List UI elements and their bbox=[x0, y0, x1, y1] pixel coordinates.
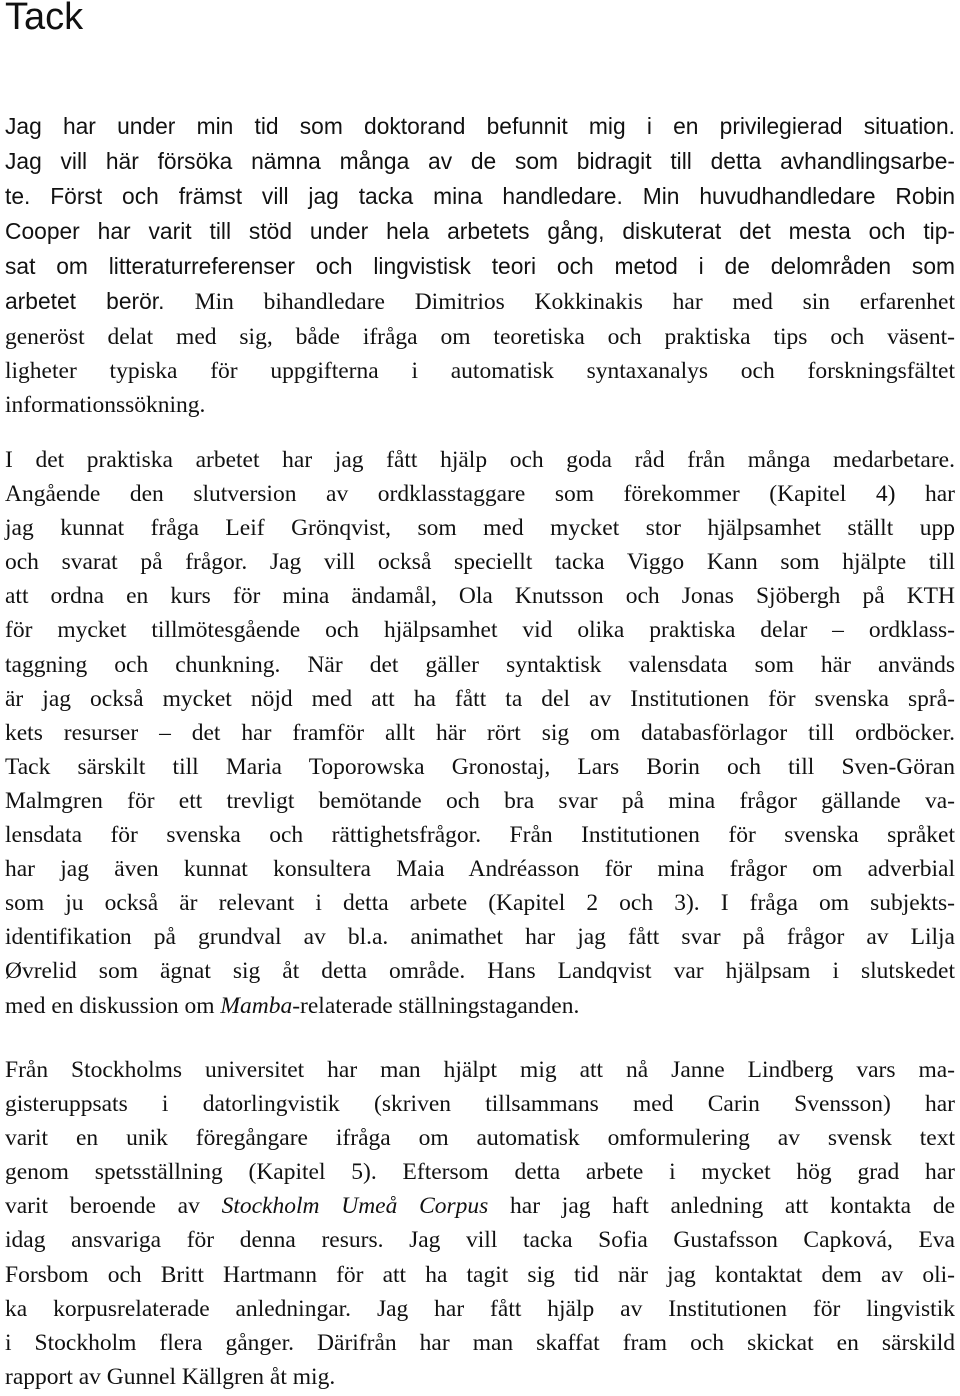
text-line bbox=[5, 750, 955, 784]
text-line bbox=[5, 1292, 955, 1326]
text-line bbox=[5, 920, 955, 954]
text-line bbox=[5, 886, 955, 920]
text-segment: med en diskussion om bbox=[5, 992, 221, 1019]
text-segment: te. Först och främst vill jag tacka mina handledare. Min huvudhandledare Robin bbox=[5, 183, 955, 210]
text-line bbox=[5, 1053, 955, 1087]
italic-title-text: Mamba bbox=[220, 992, 293, 1019]
text-segment: -relaterade ställningstaganden. bbox=[292, 992, 580, 1019]
text-line bbox=[5, 1360, 955, 1394]
text-line bbox=[5, 1155, 955, 1189]
text-line bbox=[5, 1087, 955, 1121]
text-segment: varit en unik föregångare ifråga om automatisk omformulering av svensk text bbox=[5, 1125, 955, 1152]
text-segment: identifikation på grundval av bl.a. animathet har jag fått svar på frågor av Lilja bbox=[5, 924, 955, 951]
text-segment: i Stockholm flera gånger. Därifrån har man skaffat fram och skickat en särskild bbox=[5, 1329, 955, 1356]
text-line bbox=[5, 1258, 955, 1292]
text-segment: Min bihandledare Dimitrios Kokkinakis har med sin erfarenhet bbox=[194, 289, 956, 316]
text-segment: Jag vill här försöka nämna många av de som bidragit till detta avhandlingsarbe- bbox=[5, 148, 955, 175]
text-line bbox=[5, 716, 955, 750]
text-line bbox=[5, 354, 955, 388]
text-line bbox=[5, 320, 955, 354]
text-segment: ka korpusrelaterade anledningar. Jag har fått hjälp av Institutionen för lingvistik bbox=[5, 1295, 955, 1322]
text-segment: I det praktiska arbetet har jag fått hjälp och goda råd från många medarbetare. bbox=[5, 447, 955, 473]
text-segment: ligheter typiska för uppgifterna i automatisk syntaxanalys och forskningsfältet bbox=[5, 357, 955, 384]
text-line bbox=[5, 214, 955, 249]
text-line bbox=[5, 613, 955, 647]
text-segment: generöst delat med sig, både ifråga om teoretiska och praktiska tips och väsent- bbox=[5, 323, 955, 350]
text-segment: genom spetsställning (Kapitel 5). Eftersom detta arbete i mycket hög grad har bbox=[5, 1159, 955, 1186]
italic-title-text: Stockholm Umeå Corpus bbox=[221, 1193, 489, 1220]
text-line bbox=[5, 648, 955, 682]
text-segment: att ordna en kurs för mina ändamål, Ola Knutsson och Jonas Sjöbergh på KTH bbox=[5, 583, 955, 610]
text-line bbox=[5, 284, 955, 319]
text-segment: och svarat på frågor. Jag vill också speciellt tacka Viggo Kann som hjälpte till bbox=[5, 549, 955, 576]
text-line bbox=[5, 852, 955, 886]
text-segment: Cooper har varit till stöd under hela arbetets gång, diskuterat det mesta och tip- bbox=[5, 218, 955, 245]
text-segment: Angående den slutversion av ordklasstaggare som förekommer (Kapitel 4) har bbox=[5, 481, 955, 508]
text-line bbox=[5, 545, 955, 579]
text-segment: lensdata för svenska och rättighetsfrågor. Från Institutionen för svenska språket bbox=[5, 822, 955, 849]
text-segment: Øvrelid som ägnat sig åt detta område. Hans Landqvist var hjälpsam i slutskedet bbox=[5, 958, 955, 985]
text-line bbox=[5, 477, 955, 511]
text-segment: Tack särskilt till Maria Toporowska Gronostaj, Lars Borin och till Sven-Göran bbox=[5, 753, 955, 780]
text-segment: informationssökning. bbox=[5, 391, 206, 418]
text-line bbox=[5, 179, 955, 214]
text-line bbox=[5, 818, 955, 852]
text-line bbox=[5, 443, 955, 477]
text-line bbox=[5, 109, 955, 144]
text-segment: Från Stockholms universitet har man hjälpt mig att nå Janne Lindberg vars ma- bbox=[5, 1057, 955, 1083]
text-segment: Malmgren för ett trevligt bemötande och bra svar på mina frågor gällande va- bbox=[5, 787, 955, 814]
text-segment: idag ansvariga för denna resurs. Jag vill tacka Sofia Gustafsson Capková, Eva bbox=[5, 1227, 955, 1254]
text-segment: har jag även kunnat konsultera Maia Andréasson för mina frågor om adverbial bbox=[5, 856, 955, 883]
text-line bbox=[5, 682, 955, 716]
text-line bbox=[5, 1326, 955, 1360]
text-segment: Forsbom och Britt Hartmann för att ha tagit sig tid när jag kontaktat dem av oli- bbox=[5, 1261, 955, 1288]
text-line bbox=[5, 989, 955, 1023]
text-segment: kets resurser – det har framför allt här rört sig om databasförlagor till ordböcker. bbox=[5, 719, 955, 746]
text-line bbox=[5, 954, 955, 988]
page-title: Tack bbox=[5, 0, 84, 38]
text-line bbox=[5, 1189, 955, 1223]
text-segment: för mycket tillmötesgående och hjälpsamhet vid olika praktiska delar – ordklass- bbox=[5, 617, 955, 644]
text-segment: sat om litteraturreferenser och lingvistisk teori och metod i de delområden som bbox=[5, 253, 955, 280]
text-segment: gisteruppsats i datorlingvistik (skriven tillsammans med Carin Svensson) har bbox=[5, 1091, 955, 1118]
paragraph-3 bbox=[5, 1053, 955, 1394]
text-segment: taggning och chunkning. När det gäller syntaktisk valensdata som här används bbox=[5, 651, 955, 678]
text-segment: är jag också mycket nöjd med att ha fått ta del av Institutionen för svenska språ- bbox=[5, 685, 955, 712]
text-line bbox=[5, 144, 955, 179]
text-line bbox=[5, 784, 955, 818]
text-segment: rapport av Gunnel Källgren åt mig. bbox=[5, 1363, 336, 1390]
text-segment: jag kunnat fråga Leif Grönqvist, som med mycket stor hjälpsamhet ställt upp bbox=[5, 515, 955, 542]
text-line bbox=[5, 388, 955, 422]
text-line bbox=[5, 249, 955, 284]
text-segment: som ju också är relevant i detta arbete (Kapitel 2 och 3). I fråga om subjekts- bbox=[5, 890, 955, 917]
text-segment: arbetet berör. bbox=[5, 288, 195, 315]
paragraph-2 bbox=[5, 443, 955, 1023]
text-line bbox=[5, 1121, 955, 1155]
text-line bbox=[5, 579, 955, 613]
text-segment: varit beroende av bbox=[5, 1193, 222, 1220]
text-segment: har jag haft anledning att kontakta de bbox=[488, 1193, 955, 1220]
paragraph-1 bbox=[5, 109, 955, 422]
text-segment: Jag har under min tid som doktorand befunnit mig i en privilegierad situation. bbox=[5, 113, 955, 139]
text-line bbox=[5, 1223, 955, 1257]
text-line bbox=[5, 511, 955, 545]
